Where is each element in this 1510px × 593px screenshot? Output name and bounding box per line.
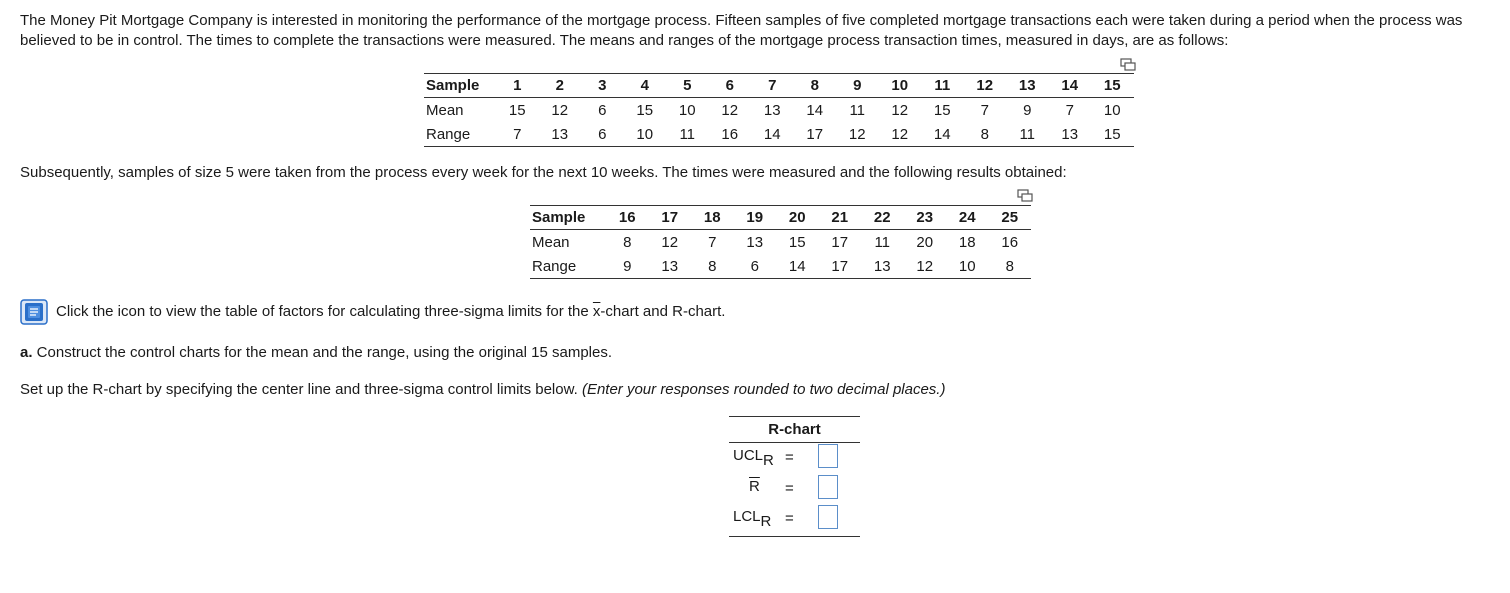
header-cell: 12 [964, 74, 1007, 98]
header-cell: 4 [624, 74, 667, 98]
subsequent-samples-table [530, 205, 1031, 279]
factors-line [20, 299, 1492, 325]
intro-paragraph: The Money Pit Mortgage Company is interested in monitoring the performance of the mortgage process. Fifteen samples of five completed mortgage transactions each were taken during a period when the process was believed to be in control. The times to complete the transactions were measured. The means and ranges of the mortgage process transaction times, measured in days, are as follows: [20, 12, 1463, 49]
value-cell: 17 [819, 254, 862, 279]
table1-range-row [424, 122, 1134, 147]
value-cell: 9 [1023, 101, 1032, 119]
header-cell: 7 [751, 74, 794, 98]
factors-text: Click the icon to view the table of factors for calculating three-sigma limits for the $\overline{x}$-chart and R-chart. [56, 303, 726, 320]
header-cell: 5 [666, 74, 709, 98]
r-chart-answer-table [729, 416, 860, 537]
lcl-r-input[interactable] [818, 505, 838, 529]
value-cell: 8 [989, 254, 1032, 279]
value-cell: 13 [861, 254, 904, 279]
rbar-label: $\overline{R}$ [749, 478, 760, 495]
value-cell: 13 [746, 233, 764, 251]
value-cell: 12 [836, 122, 879, 147]
header-cell: 15 [1091, 74, 1134, 98]
value-cell: 10 [946, 254, 989, 279]
center-row: $\overline{R}$ = [729, 475, 860, 501]
value-cell: 12 [661, 233, 679, 251]
value-cell: 16 [709, 122, 752, 147]
value-cell: 11 [849, 101, 866, 119]
row-label: Mean [532, 233, 570, 251]
header-cell: 8 [794, 74, 837, 98]
value-cell: 10 [624, 122, 667, 147]
value-cell: 15 [1091, 122, 1134, 147]
original-samples-table [424, 73, 1134, 147]
header-cell: 21 [819, 206, 862, 230]
header-cell: 23 [904, 206, 947, 230]
header-cell: 2 [539, 74, 582, 98]
header-cell: 14 [1049, 74, 1092, 98]
value-cell: 11 [874, 233, 891, 251]
table2-header-row [530, 206, 1031, 230]
value-cell: 12 [904, 254, 947, 279]
value-cell: 18 [958, 233, 976, 251]
value-cell: 13 [763, 101, 781, 119]
value-cell: 14 [921, 122, 964, 147]
value-cell: 14 [751, 122, 794, 147]
subsequent-paragraph: Subsequently, samples of size 5 were taken from the process every week for the next 10 weeks. The times were measured and the following results obtained: [20, 164, 1067, 181]
header-cell: 20 [776, 206, 819, 230]
value-cell: 14 [806, 101, 824, 119]
value-cell: 14 [776, 254, 819, 279]
row-label: Range [424, 122, 496, 147]
table2-mean-row [530, 230, 1031, 255]
value-cell: 12 [551, 101, 569, 119]
row-label: Mean [426, 101, 464, 119]
value-cell: 17 [794, 122, 837, 147]
header-cell: 10 [879, 74, 922, 98]
value-cell: 11 [1006, 122, 1049, 147]
rbar-input[interactable] [818, 475, 838, 499]
header-cell: 25 [989, 206, 1032, 230]
value-cell: 15 [788, 233, 806, 251]
value-cell: 6 [598, 101, 607, 119]
value-cell: 15 [636, 101, 654, 119]
value-cell: 8 [964, 122, 1007, 147]
instruction-text: Set up the R-chart by specifying the center line and three-sigma control limits below. (Enter your responses rounded to two decimal places.) [20, 381, 946, 398]
value-cell: 13 [649, 254, 692, 279]
header-cell: 19 [734, 206, 777, 230]
header-label: Sample [530, 206, 606, 230]
value-cell: 9 [606, 254, 649, 279]
value-cell: 10 [678, 101, 696, 119]
xbar-symbol: $\overline{x}$ [592, 303, 601, 320]
header-cell: 9 [836, 74, 879, 98]
ucl-row: $UCL_R$ = [729, 444, 860, 470]
table1-header-row [424, 74, 1134, 98]
value-cell: 20 [916, 233, 934, 251]
row-label: Range [530, 254, 606, 279]
header-cell: 3 [581, 74, 624, 98]
header-cell: 22 [861, 206, 904, 230]
value-cell: 13 [539, 122, 582, 147]
value-cell: 7 [1065, 101, 1074, 119]
header-cell: 17 [649, 206, 692, 230]
header-cell: 16 [606, 206, 649, 230]
copy-table2-icon[interactable] [1017, 189, 1033, 202]
value-cell: 17 [831, 233, 849, 251]
value-cell: 12 [721, 101, 739, 119]
value-cell: 13 [1049, 122, 1092, 147]
value-cell: 16 [1001, 233, 1019, 251]
value-cell: 8 [623, 233, 632, 251]
lcl-label: $LCL_R$ [733, 508, 772, 530]
copy-table1-icon[interactable] [1120, 58, 1136, 71]
value-cell: 11 [666, 122, 709, 147]
value-cell: 15 [933, 101, 951, 119]
table1-mean-row [424, 98, 1134, 123]
table2-range-row [530, 254, 1031, 279]
header-cell: 1 [496, 74, 539, 98]
value-cell: 10 [1103, 101, 1121, 119]
value-cell: 15 [508, 101, 526, 119]
part-a-prompt: a. Construct the control charts for the mean and the range, using the original 15 samples. [20, 344, 613, 361]
value-cell: 12 [891, 101, 909, 119]
ucl-label: $UCL_R$ [733, 447, 774, 469]
header-label: Sample [424, 74, 496, 98]
book-icon[interactable] [20, 299, 48, 325]
header-cell: 18 [691, 206, 734, 230]
value-cell: 12 [879, 122, 922, 147]
value-cell: 7 [980, 101, 989, 119]
lcl-row: $LCL_R$ = [729, 505, 860, 531]
ucl-r-input[interactable] [818, 444, 838, 468]
value-cell: 7 [708, 233, 717, 251]
value-cell: 7 [496, 122, 539, 147]
r-chart-title: R-chart [729, 417, 860, 443]
value-cell: 6 [734, 254, 777, 279]
value-cell: 8 [691, 254, 734, 279]
value-cell: 6 [581, 122, 624, 147]
header-cell: 6 [709, 74, 752, 98]
header-cell: 24 [946, 206, 989, 230]
header-cell: 11 [921, 74, 964, 98]
header-cell: 13 [1006, 74, 1049, 98]
